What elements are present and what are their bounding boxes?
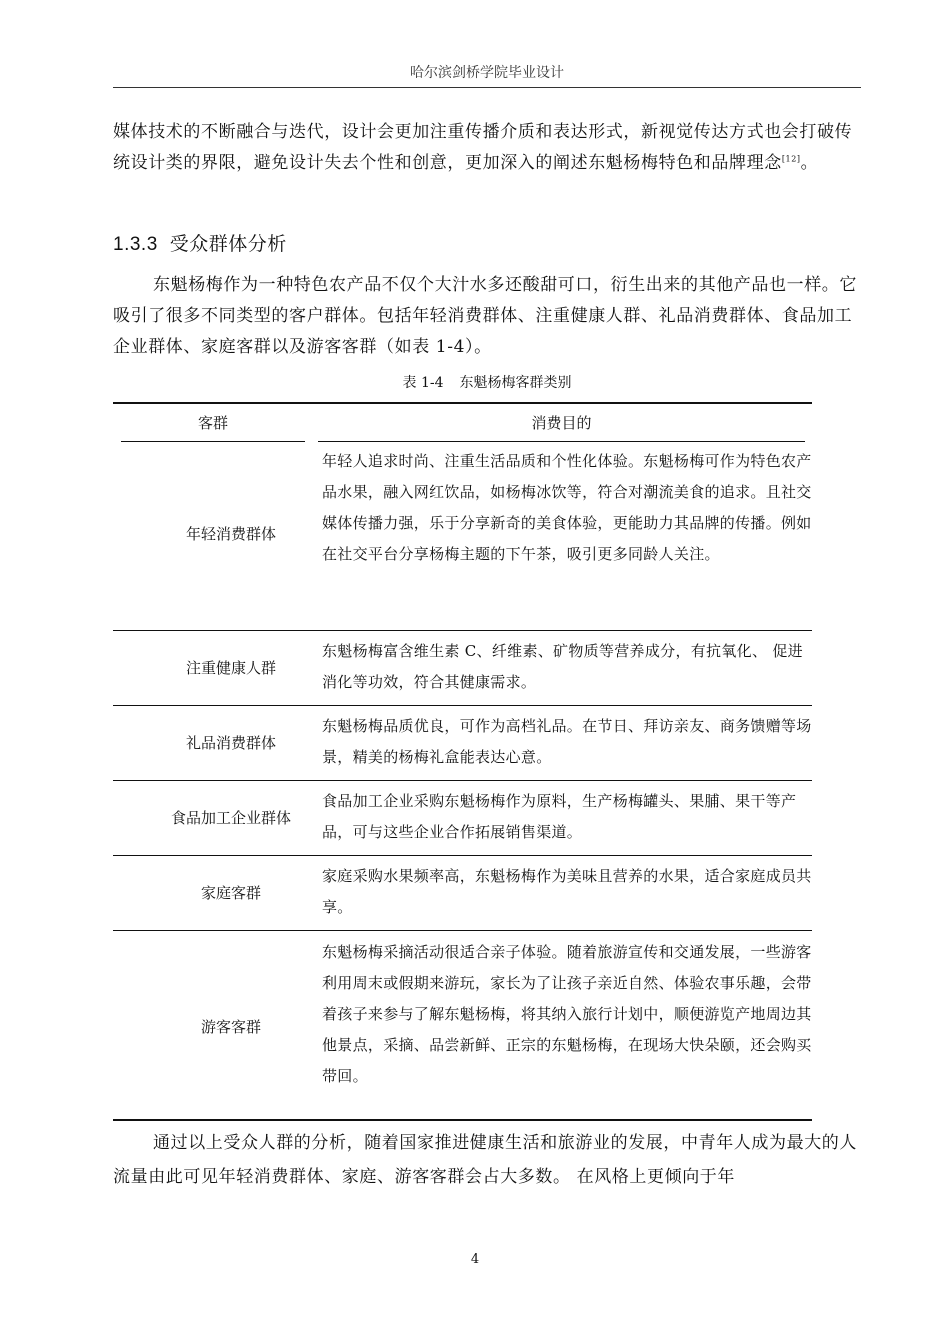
row-group: 礼品消费群体: [185, 734, 276, 752]
section-heading: [113, 229, 287, 260]
table-row: [113, 861, 813, 930]
page-number: 4: [470, 1252, 480, 1267]
citation-ref[interactable]: [12]: [781, 154, 801, 164]
conclusion-paragraph: 通过以上受众人群的分析，随着国家推进健康生活和旅游业的发展，中青年人成为最大的人流量由此可见年轻消费群体、家庭、游客客群会占大多数。 在风格上更倾向于年: [113, 1133, 857, 1187]
section-title: 受众群体分析: [169, 233, 287, 255]
row-group: 食品加工企业群体: [170, 809, 291, 827]
row-desc: 东魁杨梅采摘活动很适合亲子体验。随着旅游宣传和交通发展，一些游客利用周末或假期来游玩，家长为了让孩子亲近自然、体验农事乐趣，会带着孩子来参与了解东魁杨梅，将其纳入旅行计划中，顺便游览产地周边其他景点，采摘、品尝新鲜、正宗的东魁杨梅，在现场大快朵颐，还会购买带回。: [322, 943, 812, 1085]
body-paragraph-1: 东魁杨梅作为一种特色农产品不仅个大汁水多还酸甜可口，衍生出来的其他产品也一样。它吸引了很多不同类型的客户群体。包括年轻消费群体、注重健康人群、礼品消费群体、食品加工企业群体、家庭客群以及游客客群（如表 1-4）。: [113, 275, 857, 357]
table-bottom-rule: [113, 1119, 812, 1121]
intro-paragraph: [113, 117, 861, 179]
running-header: 哈尔滨剑桥学院毕业设计: [410, 65, 564, 81]
row-group: 注重健康人群: [185, 659, 276, 677]
row-divider: [113, 855, 812, 856]
table-row: [113, 636, 813, 705]
table-caption: [113, 372, 861, 392]
row-desc: 东魁杨梅富含维生素 C、纤维素、矿物质等营养成分，有抗氧化、 促进消化等功效，符合其健康需求。: [322, 642, 803, 691]
row-divider: [113, 930, 812, 931]
header-rule: [113, 87, 861, 88]
row-group: 游客客群: [200, 1018, 261, 1036]
header-rule-right: [318, 441, 805, 442]
row-desc: 食品加工企业采购东魁杨梅作为原料，生产杨梅罐头、果脯、果干等产品，可与这些企业合作拓展销售渠道。: [322, 792, 797, 841]
table-row: [113, 937, 813, 1117]
table-row: [113, 446, 813, 630]
row-divider: [113, 705, 812, 706]
row-group: 家庭客群: [200, 884, 261, 902]
intro-end: 。: [800, 153, 819, 173]
row-desc: 东魁杨梅品质优良，可作为高档礼品。在节日、拜访亲友、商务馈赠等场景，精美的杨梅礼盒能表达心意。: [322, 717, 812, 766]
row-group: 年轻消费群体: [185, 525, 276, 543]
section-number: 1.3.3: [113, 234, 158, 255]
header-group: 客群: [197, 414, 228, 432]
row-desc: 年轻人追求时尚、注重生活品质和个性化体验。东魁杨梅可作为特色农产品水果，融入网红饮品，如杨梅冰饮等，符合对潮流美食的追求。且社交媒体传播力强，乐于分享新奇的美食体验，更能助力其品牌的传播。例如在社交平台分享杨梅主题的下午茶，吸引更多同龄人关注。: [322, 452, 812, 563]
row-divider: [113, 630, 812, 631]
table-caption-title: 东魁杨梅客群类别: [459, 375, 572, 391]
header-rule-left: [121, 441, 305, 442]
row-divider: [113, 780, 812, 781]
table-row: [113, 786, 813, 855]
table-top-rule: [113, 402, 812, 404]
table-row: [113, 711, 813, 780]
row-desc: 家庭采购水果频率高，东魁杨梅作为美味且营养的水果，适合家庭成员共享。: [322, 867, 812, 916]
intro-text: 媒体技术的不断融合与迭代，设计会更加注重传播介质和表达形式，新视觉传达方式也会打破传统设计类的界限，避免设计失去个性和创意，更加深入的阐述东魁杨梅特色和品牌理念: [113, 122, 853, 173]
header-purpose: 消费目的: [531, 414, 592, 432]
table-caption-number: 表 1-4: [402, 375, 444, 391]
